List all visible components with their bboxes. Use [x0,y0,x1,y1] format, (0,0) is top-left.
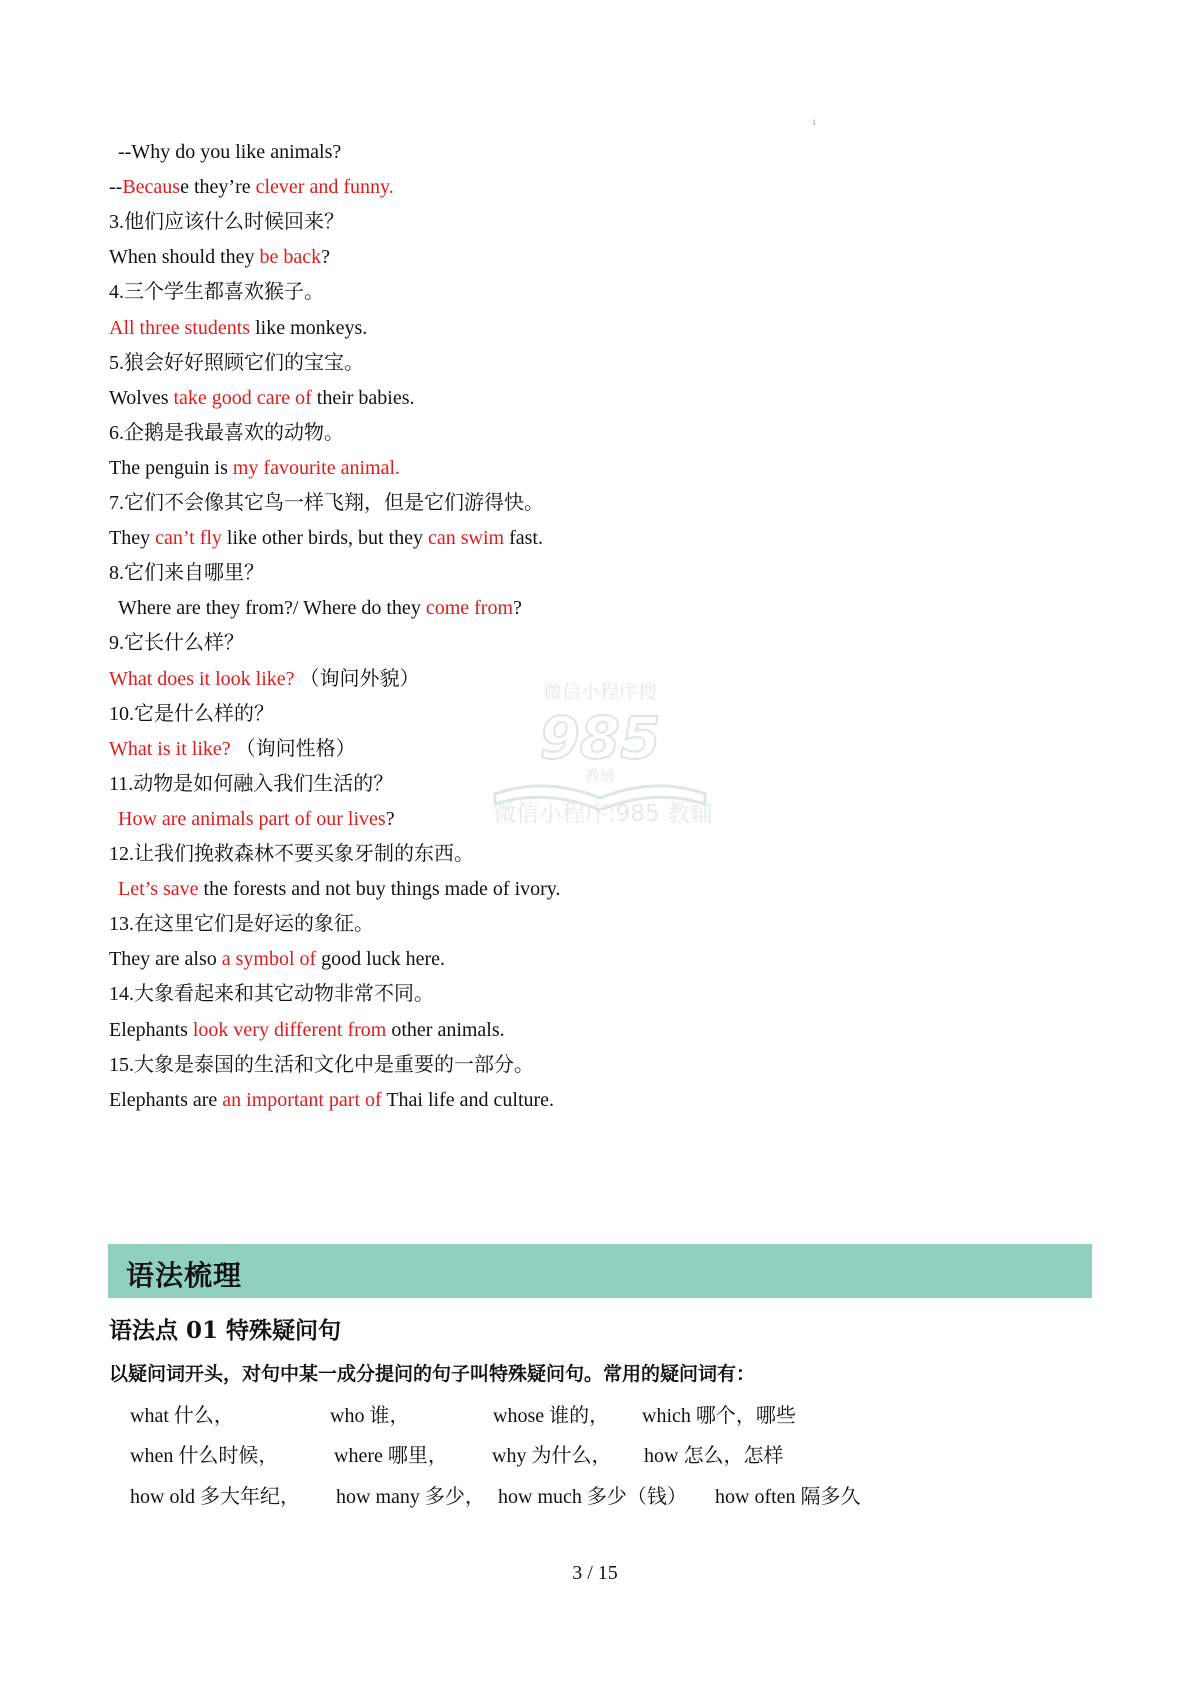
answer-text: my favourite animal. [232,457,401,479]
question-word-item: when 什么时候， [130,1445,279,1467]
exercise-line [109,666,420,692]
exercise-line [109,350,364,376]
prompt-text: （询问外貌） [294,668,420,690]
answer-text: take good care of [173,387,312,409]
exercise-line [109,1017,505,1043]
exercise-line [118,595,522,621]
prompt-text: fast. [504,527,543,549]
exercise-line [109,455,400,481]
question-word-item: how many 多少， [336,1486,485,1508]
prompt-text: 11.动物是如何融入我们生活的？ [109,773,394,795]
exercise-line [109,1052,534,1078]
exercise-line [109,279,324,305]
answer-text: What is it like? [109,738,231,760]
prompt-text: They are also [109,948,222,970]
answer-text: All three students [109,317,251,339]
header-mark: 1 [812,118,816,127]
exercise-line [109,630,244,656]
question-word-item: where 哪里， [334,1445,448,1467]
exercise-line [109,209,344,235]
prompt-text: When should they [109,246,260,268]
prompt-text: ? [385,808,395,830]
prompt-text: Thai life and culture. [381,1089,555,1111]
exercise-line [109,981,434,1007]
answer-text: a symbol of [221,948,317,970]
exercise-line [109,244,330,270]
answer-text: can’t fly [155,527,222,549]
prompt-text: 3.他们应该什么时候回来？ [109,211,344,233]
prompt-text: 6.企鹅是我最喜欢的动物。 [109,422,344,444]
question-word-item: whose 谁的， [493,1405,610,1427]
exercise-line [118,806,395,832]
exercise-line [118,139,341,165]
exercise-line [109,771,393,797]
prompt-text: like monkeys. [250,317,368,339]
prompt-text: They [109,527,156,549]
grammar-point-title: 语法点 01 特殊疑问句 [109,1317,342,1344]
prompt-text: --Why do you like animals? [118,141,342,163]
exercise-line [109,911,374,937]
prompt-text: other animals. [386,1019,505,1041]
page-number: 3 / 15 [572,1562,618,1584]
exercise-line [109,841,474,867]
watermark-number: 985 [539,704,661,772]
prompt-text: ? [513,597,522,619]
answer-text: Becaus [122,176,181,198]
prompt-text: Elephants [109,1019,193,1041]
prompt-text: Elephants are [109,1089,223,1111]
question-word-item: who 谁， [330,1405,410,1427]
exercise-line [109,560,264,586]
prompt-text: like other birds, but they [221,527,428,549]
prompt-text: 7.它们不会像其它鸟一样飞翔，但是它们游得快。 [109,492,544,514]
exercise-line [109,525,543,551]
exercise-line [109,385,415,411]
exercise-line [109,736,356,762]
prompt-text: （询问性格） [230,738,356,760]
exercise-line [109,946,445,972]
prompt-text: The penguin is [109,457,233,479]
answer-text: an important part of [222,1089,382,1111]
prompt-text: -- [109,176,123,198]
grammar-intro: 以疑问词开头，对句中某一成分提问的句子叫特殊疑问句。常用的疑问词有： [109,1363,756,1385]
question-word-item: how old 多大年纪， [130,1486,300,1508]
answer-text: be back [259,246,322,268]
watermark-text: 微信小程序:985 教辅 [493,801,713,827]
prompt-text: Wolves [109,387,174,409]
answer-text: look very different from [192,1019,387,1041]
answer-text: How are animals part of our lives [118,808,386,830]
prompt-text: 8.它们来自哪里？ [109,562,264,584]
watermark-sub-text: 教辅 [584,767,616,785]
prompt-text: 13.在这里它们是好运的象征。 [109,913,374,935]
prompt-text: good luck here. [316,948,446,970]
answer-text: come from [425,597,513,619]
watermark-top-text: 微信小程序搜 [542,681,658,703]
prompt-text: 14.大象看起来和其它动物非常不同。 [109,983,434,1005]
exercise-line [109,174,394,200]
answer-text: can swim [428,527,505,549]
exercise-line [109,490,544,516]
prompt-text: Where are they from?/ Where do they [118,597,426,619]
prompt-text: 9.它长什么样？ [109,632,244,654]
answer-text: Let’s save [118,878,199,900]
prompt-text: the forests and not buy things made of ivory. [198,878,561,900]
exercise-line [118,876,561,902]
prompt-text: e they’re [180,176,256,198]
prompt-text: 15.大象是泰国的生活和文化中是重要的一部分。 [109,1054,534,1076]
prompt-text: ? [321,246,331,268]
section-header-bar [108,1244,1092,1298]
question-word-item: how often 隔多久 [715,1486,861,1508]
section-title: 语法梳理 [126,1259,243,1292]
prompt-text: 5.狼会好好照顾它们的宝宝。 [109,352,364,374]
question-word-item: what 什么， [130,1405,234,1427]
prompt-text: 4.三个学生都喜欢猴子。 [109,281,324,303]
exercise-line [109,420,344,446]
question-word-item: which 哪个，哪些 [642,1405,796,1427]
prompt-text: their babies. [311,387,415,409]
question-word-item: how 怎么，怎样 [644,1445,784,1467]
prompt-text: 10.它是什么样的？ [109,703,274,725]
answer-text: clever and funny. [255,176,394,198]
exercise-line [109,701,274,727]
exercise-line [109,1087,554,1113]
question-word-item: how much 多少（钱） [498,1486,687,1508]
question-word-item: why 为什么， [492,1445,612,1467]
prompt-text: 12.让我们挽救森林不要买象牙制的东西。 [109,843,474,865]
answer-text: What does it look like? [109,668,295,690]
exercise-line [109,315,367,341]
